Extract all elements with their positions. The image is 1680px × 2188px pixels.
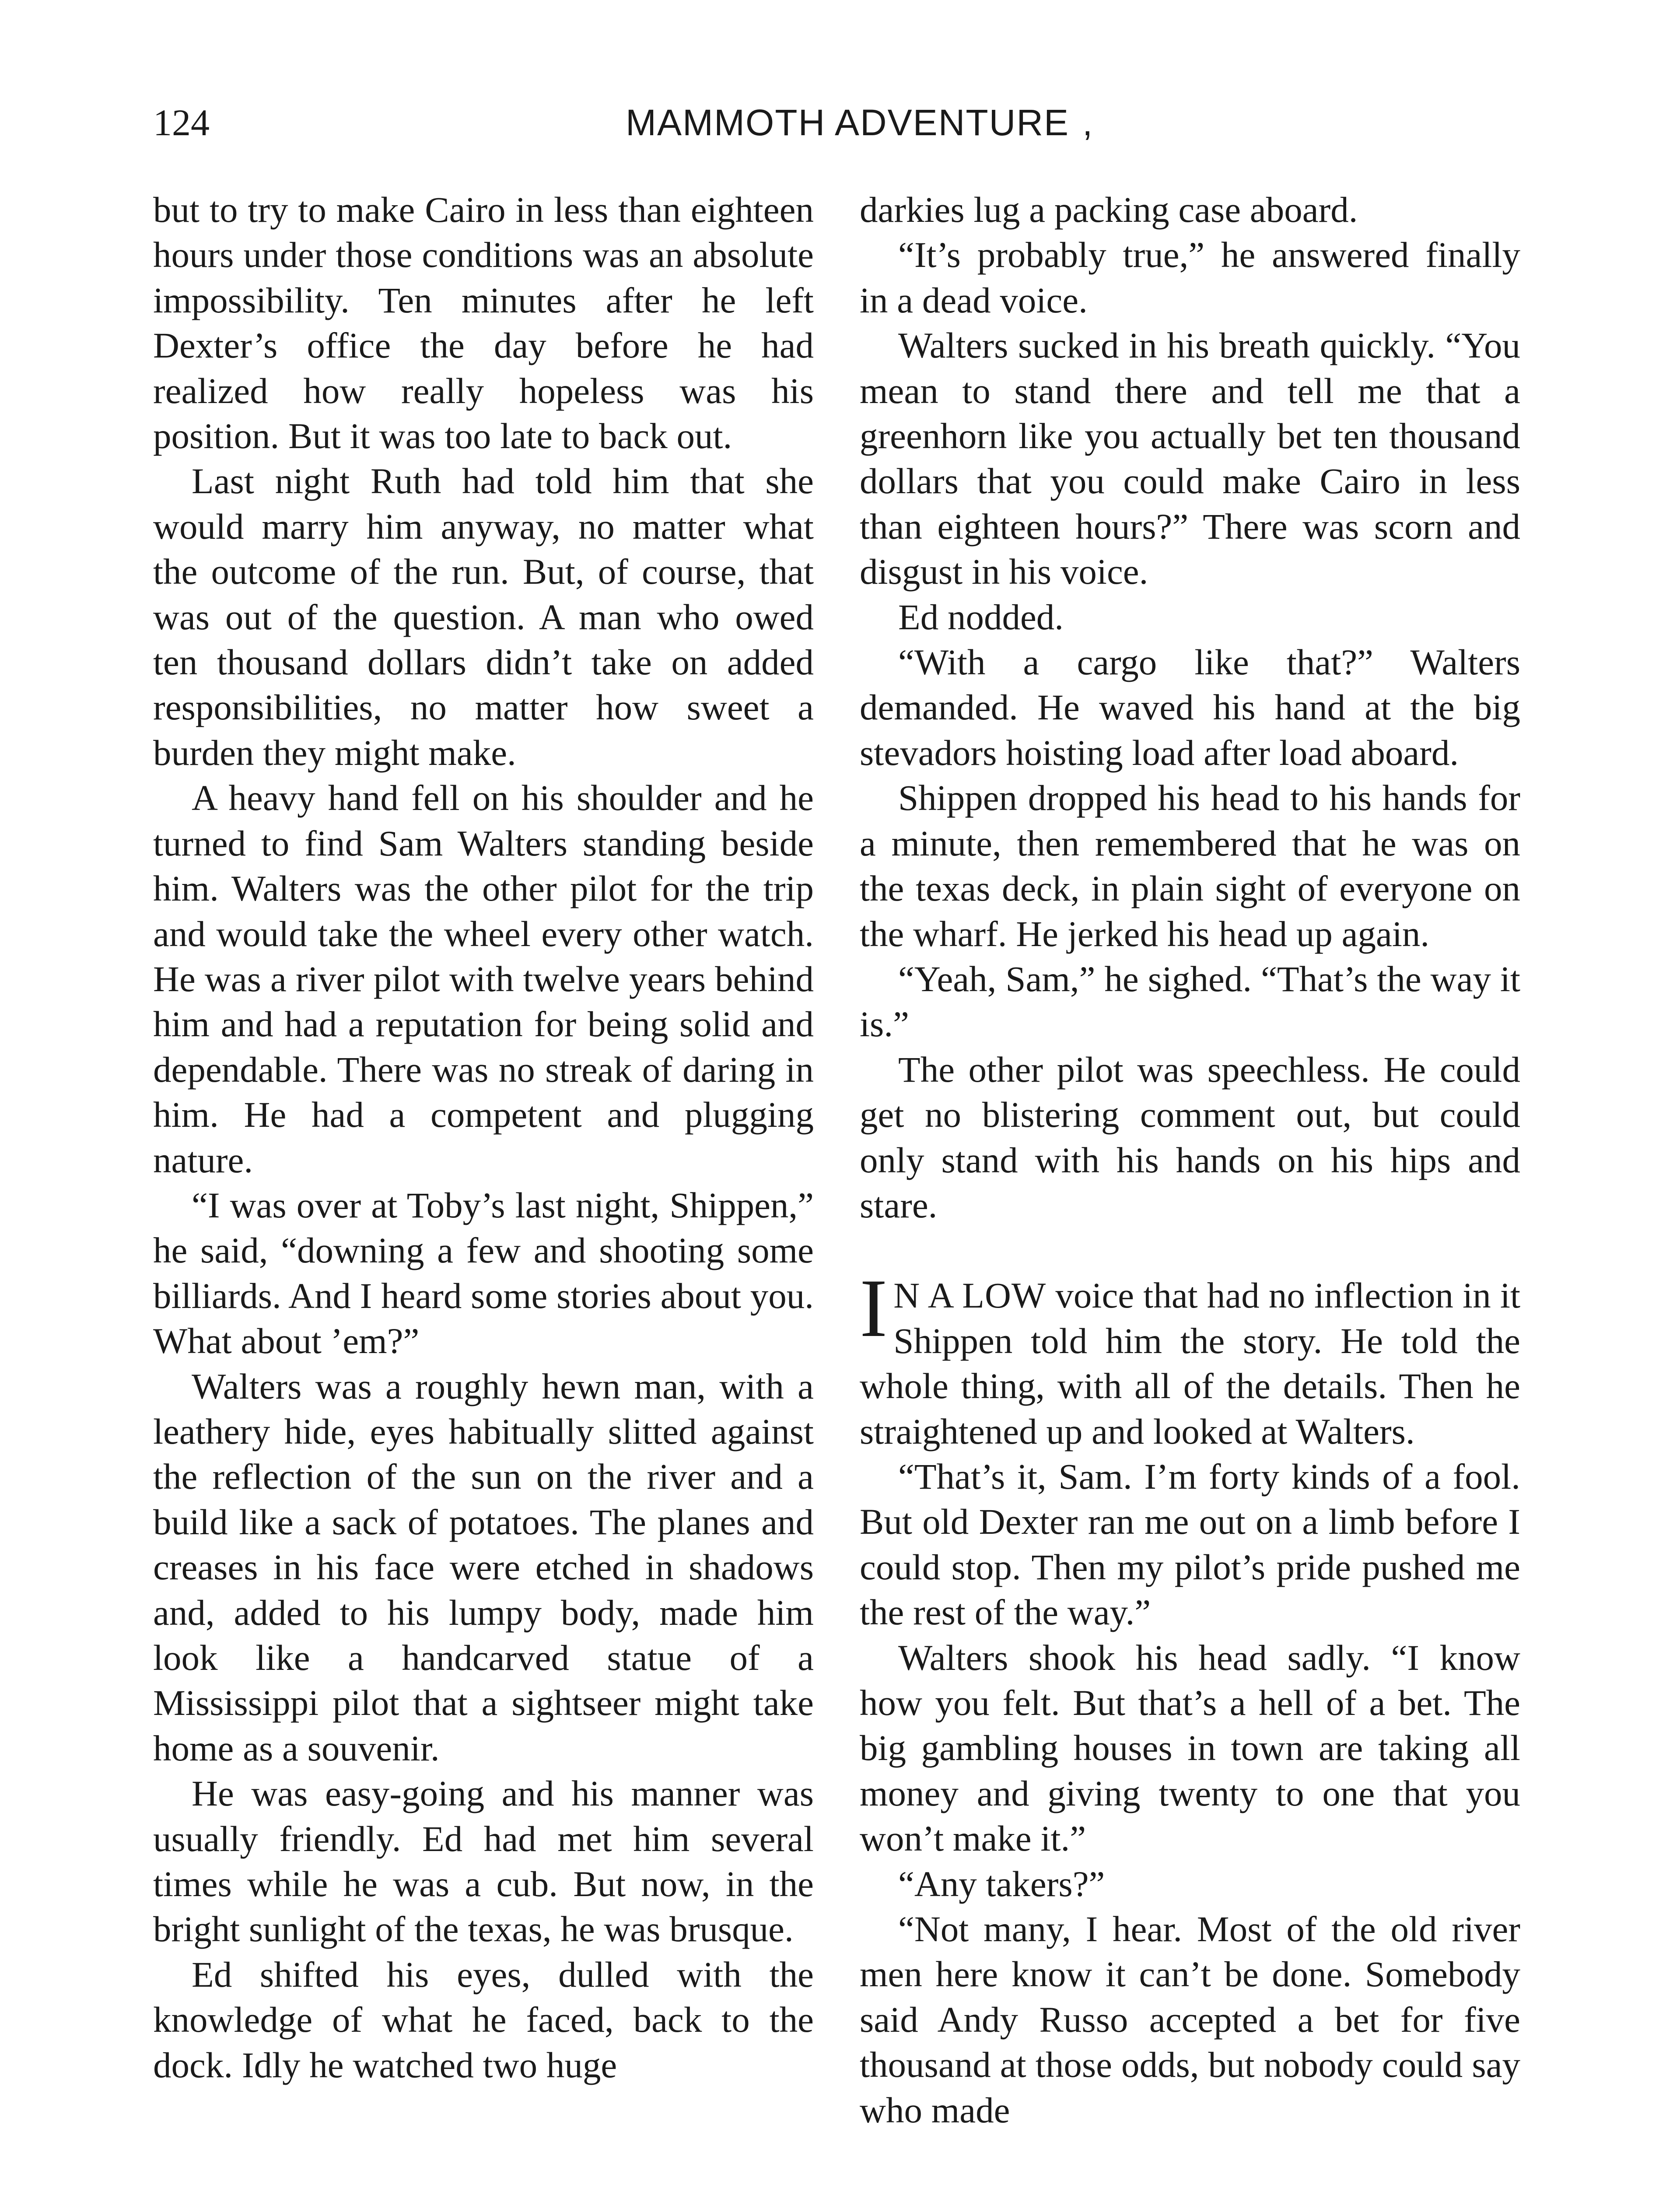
running-head-mark: ,: [1082, 102, 1094, 143]
page-number: 124: [153, 102, 210, 144]
paragraph: “Not many, I hear. Most of the old river men here know it can’t be done. Somebody said Andy Russo accepted a bet for five thousand at those odds, but nobody could say who made: [860, 1909, 1520, 2130]
paragraph: Shippen dropped his head to his hands for a minute, then remembered that he was on the texas deck, in plain sight of everyone on the wharf. He jerked his head up again.: [860, 778, 1520, 954]
paragraph: “It’s probably true,” he answered finally in a dead voice.: [860, 235, 1520, 320]
paragraph: “That’s it, Sam. I’m forty kinds of a fool. But old Dexter ran me out on a limb before I could stop. Then my pilot’s pride pushed me the rest of the way.”: [860, 1456, 1520, 1633]
paragraph: darkies lug a packing case aboard.: [860, 189, 1358, 230]
paragraph: Walters sucked in his breath quickly. “You mean to stand there and tell me that a greenhorn like you actually bet ten thousand dollars that you could make Cairo in less than eighteen hours?” There was scorn and disgust in his voice.: [860, 325, 1520, 592]
paragraph: Last night Ruth had told him that she would marry him anyway, no matter what the outcome of the run. But, of course, that was out of the question. A man who owed ten thousand dollars didn’t take on added responsibilities, no matter how sweet a burden they might make.: [153, 461, 814, 773]
drop-cap: I: [860, 1262, 888, 1355]
paragraph: “With a cargo like that?” Walters demanded. He waved his hand at the big stevadors hoisting load after load aboard.: [860, 642, 1520, 773]
running-head-title: MAMMOTH ADVENTURE: [626, 102, 1070, 143]
paragraph: Ed nodded.: [898, 596, 1064, 637]
paragraph: Walters was a roughly hewn man, with a leathery hide, eyes habitually slitted against the reflection of the sun on the river and a build like a sack of potatoes. The planes and creases in his face were etched in shadows and, added to his lumpy body, made him look like a handcarved statue of a Mississippi pilot that a sightseer might take home as a souvenir.: [153, 1366, 814, 1768]
left-column: [153, 187, 814, 2088]
section-opening-paragraph: [860, 1262, 1521, 1454]
section-opening-text: voice that had no inflection in it Shippen told him the story. He told the whole thing, with all of the details. Then he straightened up and looked at Walters.: [860, 1275, 1521, 1452]
paragraph: Walters shook his head sadly. “I know how you felt. But that’s a hell of a bet. The big gambling houses in town are taking all money and giving twenty to one that you won’t make it.”: [860, 1637, 1520, 1859]
paragraph: The other pilot was speechless. He could get no blistering comment out, but could only stand with his hands on his hips and stare.: [860, 1049, 1520, 1225]
paragraph: “I was over at Toby’s last night, Shippen,” he said, “downing a few and shooting some billiards. And I heard some stories about you. What about ’em?”: [153, 1185, 814, 1361]
paragraph: “Any takers?”: [898, 1863, 1105, 1904]
section-lead: N A LOW: [893, 1275, 1046, 1316]
running-head: [626, 96, 1093, 149]
right-column: [860, 187, 1520, 2133]
paragraph: “Yeah, Sam,” he sighed. “That’s the way it is.”: [860, 958, 1520, 1045]
paragraph: Ed shifted his eyes, dulled with the knowledge of what he faced, back to the dock. Idly he watched two huge: [153, 1954, 814, 2085]
page-header: [153, 96, 1522, 149]
paragraph: He was easy-going and his manner was usually friendly. Ed had met him several times while he was a cub. But now, in the bright sunlight of the texas, he was brusque.: [153, 1773, 814, 1950]
paragraph: A heavy hand fell on his shoulder and he turned to find Sam Walters standing beside him. Walters was the other pilot for the trip and would take the wheel every other watch. He was a river pilot with twelve years behind him and had a reputation for being solid and dependable. There was no streak of daring in him. He had a competent and plugging nature.: [153, 778, 814, 1180]
paragraph: but to try to make Cairo in less than eighteen hours under those conditions was an absolute impossibility. Ten minutes after he left Dexter’s office the day before he had realized how really hopeless was his position. But it was too late to back out.: [153, 189, 814, 456]
